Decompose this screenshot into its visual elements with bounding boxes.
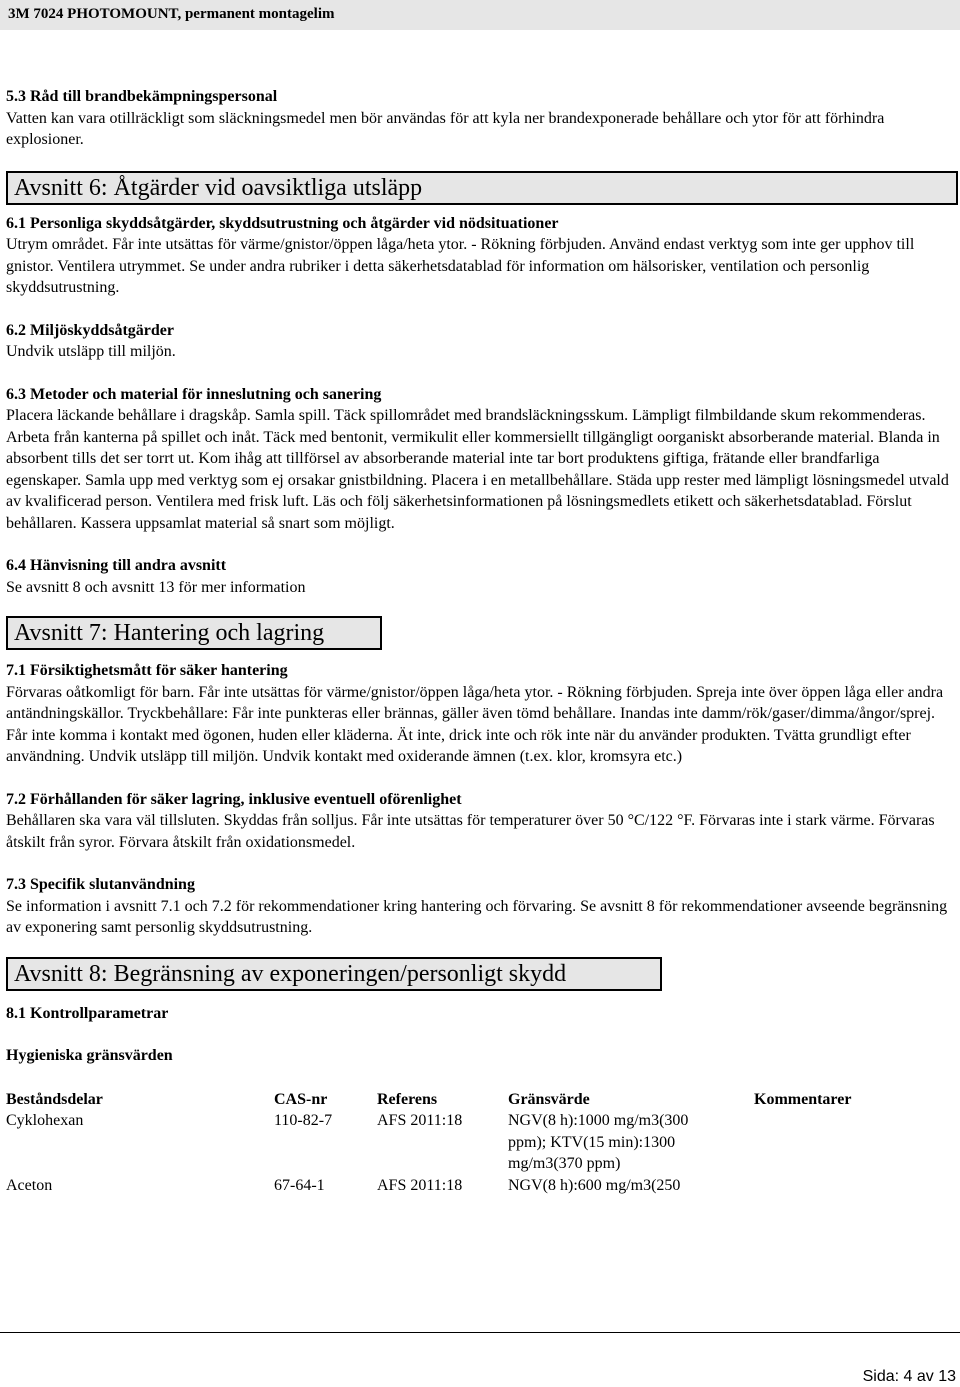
heading-6-3: 6.3 Metoder och material för inneslutning och sanering bbox=[6, 385, 382, 403]
section-6-3 bbox=[6, 384, 952, 535]
table-row bbox=[6, 1110, 944, 1175]
heading-6-2: 6.2 Miljöskyddsåtgärder bbox=[6, 321, 174, 339]
section-8-1 bbox=[6, 1003, 952, 1067]
table-cell bbox=[754, 1110, 944, 1175]
text-6-1: Utrym området. Får inte utsättas för värme/gnistor/öppen låga/heta ytor. - Rökning förbjuden. Använd endast verktyg som inte ger upphov till gnistor. Ventilera utrymmet. Se under andra rubriker i detta säkerhetsdatablad för information om hälsorisker, ventilation och personlig skyddsutrustning. bbox=[6, 236, 915, 296]
table-header-cell: Gränsvärde bbox=[508, 1090, 590, 1108]
heading-7-3: 7.3 Specifik slutanvändning bbox=[6, 876, 195, 893]
section-6-2 bbox=[6, 320, 952, 363]
section-8-title: Avsnitt 8: Begränsning av exponeringen/personligt skydd bbox=[14, 960, 567, 987]
footer-divider bbox=[0, 1332, 960, 1333]
text-7-2: Behållaren ska vara väl tillsluten. Skyddas från solljus. Får inte utsättas för temperaturer över 50 °C/122 °F. Förvaras inte i stark värme. Förvaras åtskilt från syror. Förvara åtskilt från oxidationsmedel. bbox=[6, 812, 935, 851]
table-cell: NGV(8 h):600 mg/m3(250 bbox=[508, 1176, 681, 1194]
section-5-3 bbox=[6, 86, 952, 151]
table-cell: 67-64-1 bbox=[274, 1176, 325, 1194]
section-7-1 bbox=[6, 660, 952, 768]
text-6-4: Se avsnitt 8 och avsnitt 13 för mer information bbox=[6, 578, 306, 596]
table-cell bbox=[754, 1175, 944, 1197]
section-6-4 bbox=[6, 555, 952, 598]
document-title: 3M 7024 PHOTOMOUNT, permanent montagelim bbox=[8, 6, 335, 22]
text-5-3: Vatten kan vara otillräckligt som släckningsmedel men bör användas för att kyla ner brandexponerade behållare och ytor för att förhindra explosioner. bbox=[6, 109, 885, 148]
table-header-cell: Beståndsdelar bbox=[6, 1090, 103, 1108]
table-header-cell: Kommentarer bbox=[754, 1090, 852, 1108]
text-6-3: Placera läckande behållare i dragskåp. Samla spill. Täck spillområdet med brandsläckningsskum. Lämpligt filmbildande skum rekommenderas. Arbeta från kanterna på spillet och inåt. Täck med bentonit, vermikulit eller kommersiellt tillgängligt oorganiskt absorberande material. Blanda in absorbent tills det ser torrt ut. Kom ihåg att tillförsel av absorberande material inte tar bort produktens giftiga, frätande eller brandfarliga egenskaper. Samla upp med verktyg som ej orsakar gnistbildning. Placera i en metallbehållare. Städa upp rester med lämpligt lösningsmedel utvald av kvalificerad person. Ventilera med frisk luft. Läs och följ säkerhetsinformationen på lösningsmedlets etikett och säkerhetsdatablad. Förslut behållaren. Kassera uppsamlat material så snart som möjligt. bbox=[6, 407, 949, 532]
section-6-title: Avsnitt 6: Åtgärder vid oavsiktliga utsläpp bbox=[14, 174, 423, 201]
table-cell: AFS 2011:18 bbox=[377, 1176, 463, 1194]
section-7-3 bbox=[6, 874, 952, 939]
table-header-cell: CAS-nr bbox=[274, 1090, 328, 1108]
table-header-row bbox=[6, 1089, 944, 1111]
table-cell: 110-82-7 bbox=[274, 1112, 333, 1129]
page-number: Sida: 4 av 13 bbox=[862, 1368, 956, 1385]
table-cell: Cyklohexan bbox=[6, 1112, 84, 1129]
heading-7-2: 7.2 Förhållanden för säker lagring, inklusive eventuell oförenlighet bbox=[6, 790, 462, 808]
table-header-cell: Referens bbox=[377, 1090, 438, 1108]
table-cell: AFS 2011:18 bbox=[377, 1112, 463, 1129]
section-6-banner bbox=[6, 171, 958, 205]
heading-7-1: 7.1 Försiktighetsmått för säker hantering bbox=[6, 662, 288, 679]
section-8-banner bbox=[6, 957, 662, 991]
text-7-3: Se information i avsnitt 7.1 och 7.2 för rekommendationer kring hantering och förvaring. Se avsnitt 8 för rekommendationer avseende begränsning av exponering samt personlig skyddsutrustning. bbox=[6, 897, 948, 936]
table-row bbox=[6, 1175, 944, 1197]
section-7-title: Avsnitt 7: Hantering och lagring bbox=[14, 620, 325, 646]
heading-6-4: 6.4 Hänvisning till andra avsnitt bbox=[6, 557, 227, 574]
heading-6-1: 6.1 Personliga skyddsåtgärder, skyddsutrustning och åtgärder vid nödsituationer bbox=[6, 214, 559, 232]
document-body bbox=[6, 86, 952, 1196]
text-7-1: Förvaras oåtkomligt för barn. Får inte utsättas för värme/gnistor/öppen låga/heta ytor. - Rökning förbjuden. Spreja inte över öppen låga eller andra antändningskällor. Tryckbehållare: Får inte punkteras eller brännas, gäller även tömd behållare. Inandas inte damm/rök/gaser/dimma/ångor/sprej. Får inte komma i kontakt med ögonen, huden eller kläderna. Ät inte, drick inte och rök inte när du använder produkten. Tvätta grundligt efter användning. Undvik utsläpp till miljön. Undvik kontakt med oxiderande ämnen (t.ex. klor, kromsyra etc.) bbox=[6, 683, 944, 765]
document-header bbox=[0, 0, 960, 30]
heading-8-1: 8.1 Kontrollparametrar bbox=[6, 1004, 169, 1022]
heading-5-3: 5.3 Råd till brandbekämpningspersonal bbox=[6, 88, 278, 105]
section-7-banner bbox=[6, 616, 382, 650]
exposure-limits-table bbox=[6, 1089, 944, 1197]
section-7-2 bbox=[6, 789, 952, 854]
subheading-hygieniska: Hygieniska gränsvärden bbox=[6, 1047, 173, 1064]
table-cell: Aceton bbox=[6, 1176, 53, 1194]
text-6-2: Undvik utsläpp till miljön. bbox=[6, 343, 176, 360]
section-6-1 bbox=[6, 213, 952, 299]
table-cell: NGV(8 h):1000 mg/m3(300 ppm); KTV(15 min):1300 mg/m3(370 ppm) bbox=[508, 1112, 689, 1172]
